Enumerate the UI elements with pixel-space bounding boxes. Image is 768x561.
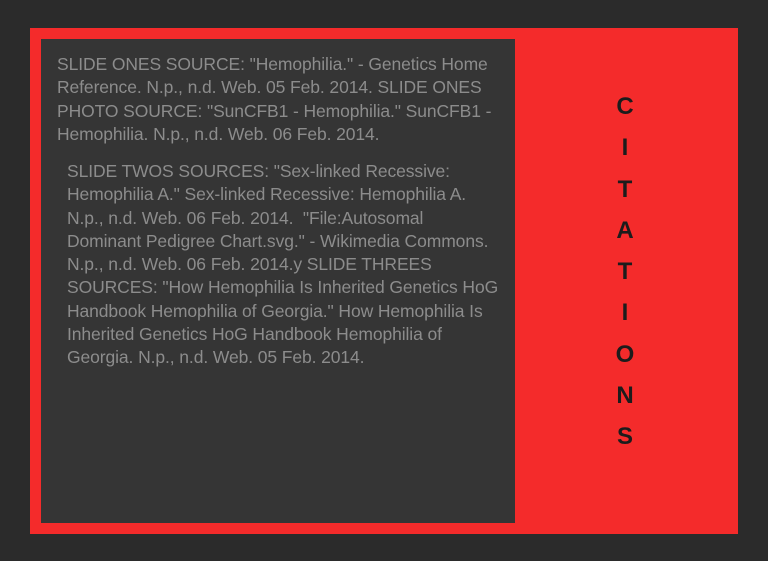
citations-paragraph-1: SLIDE ONES SOURCE: "Hemophilia." - Genetics Home Reference. N.p., n.d. Web. 05 Feb. 2014. SLIDE ONES PHOTO SOURCE: "SunCFB1 - Hemophilia." SunCFB1 - Hemophilia. N.p., n.d. Web. 06 Feb. 2014. bbox=[57, 54, 497, 144]
title-letter: I bbox=[621, 299, 629, 327]
title-letter: I bbox=[621, 134, 629, 162]
title-letter: A bbox=[616, 216, 634, 244]
title-letter: T bbox=[617, 175, 633, 203]
title-letter: N bbox=[616, 381, 634, 409]
citations-paragraph-2: SLIDE TWOS SOURCES: "Sex-linked Recessive: Hemophilia A." Sex-linked Recessive: Hemophilia A. N.p., n.d. Web. 06 Feb. 2014. "File:Autosomal Dominant Pedigree Chart.svg." - Wikimedia Commons. N.p., n.d. Web. 06 Feb. 2014.y SLIDE THREES SOURCES: "How Hemophilia Is Inherited Genetics HoG Handbook Hemophilia of Georgia." How Hemophilia Is Inherited Genetics HoG Handbook Hemophilia of Georgia. N.p., n.d. Web. 05 Feb. 2014. bbox=[67, 161, 503, 368]
title-letter: C bbox=[616, 93, 634, 120]
title-letter: S bbox=[616, 423, 633, 451]
title-letter: T bbox=[617, 258, 633, 286]
title-letter: O bbox=[615, 340, 635, 368]
page-title bbox=[570, 86, 680, 457]
citations-text-panel bbox=[38, 36, 518, 526]
slide-canvas bbox=[30, 28, 738, 534]
